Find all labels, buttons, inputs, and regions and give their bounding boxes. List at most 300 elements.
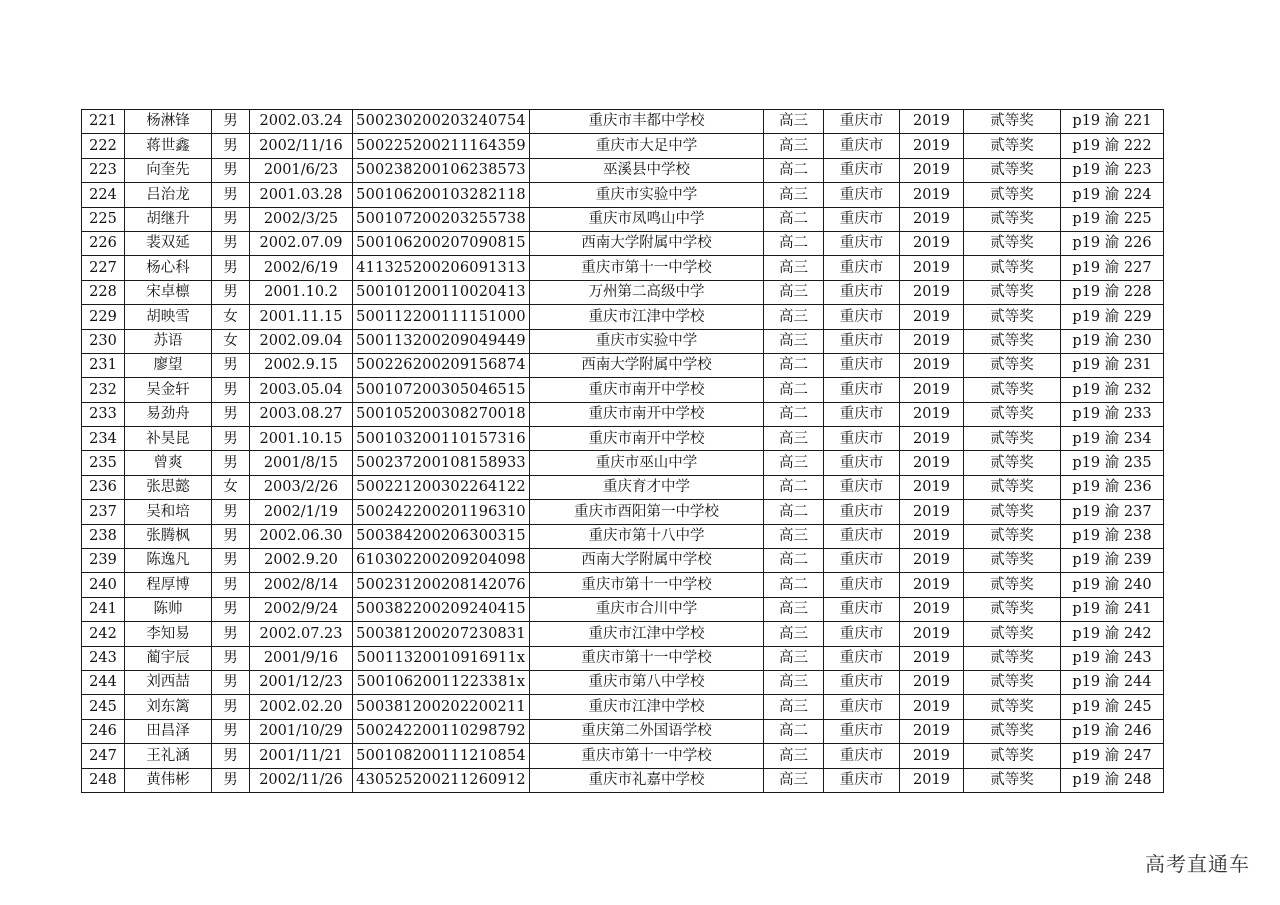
year-cell: 2019 bbox=[900, 475, 964, 499]
student-name-cell: 张思懿 bbox=[125, 475, 212, 499]
birth-date-cell: 2002.9.20 bbox=[250, 549, 353, 573]
year-cell: 2019 bbox=[900, 549, 964, 573]
city-cell: 重庆市 bbox=[824, 280, 900, 304]
id-number-cell: 610302200209204098 bbox=[353, 549, 530, 573]
student-name-cell: 曾爽 bbox=[125, 451, 212, 475]
year-cell: 2019 bbox=[900, 305, 964, 329]
gender-cell: 女 bbox=[212, 475, 250, 499]
table-row bbox=[82, 183, 1164, 207]
birth-date-cell: 2002/6/19 bbox=[250, 256, 353, 280]
grade-cell: 高二 bbox=[764, 207, 824, 231]
grade-cell: 高三 bbox=[764, 451, 824, 475]
table-row bbox=[82, 402, 1164, 426]
year-cell: 2019 bbox=[900, 353, 964, 377]
row-number-cell: 226 bbox=[82, 231, 125, 255]
id-number-cell: 500107200305046515 bbox=[353, 378, 530, 402]
student-name-cell: 杨心科 bbox=[125, 256, 212, 280]
city-cell: 重庆市 bbox=[824, 524, 900, 548]
certificate-number-cell: p19 渝 229 bbox=[1061, 305, 1164, 329]
grade-cell: 高三 bbox=[764, 597, 824, 621]
id-number-cell: 500221200302264122 bbox=[353, 475, 530, 499]
grade-cell: 高二 bbox=[764, 500, 824, 524]
table-row bbox=[82, 305, 1164, 329]
school-name-cell: 重庆市合川中学 bbox=[530, 597, 764, 621]
id-number-cell: 500113200209049449 bbox=[353, 329, 530, 353]
school-name-cell: 重庆市第十一中学校 bbox=[530, 573, 764, 597]
id-number-cell: 500230200203240754 bbox=[353, 110, 530, 134]
grade-cell: 高三 bbox=[764, 524, 824, 548]
row-number-cell: 232 bbox=[82, 378, 125, 402]
row-number-cell: 245 bbox=[82, 695, 125, 719]
student-name-cell: 廖望 bbox=[125, 353, 212, 377]
year-cell: 2019 bbox=[900, 378, 964, 402]
school-name-cell: 重庆市礼嘉中学校 bbox=[530, 768, 764, 792]
award-level-cell: 贰等奖 bbox=[964, 183, 1061, 207]
city-cell: 重庆市 bbox=[824, 305, 900, 329]
year-cell: 2019 bbox=[900, 695, 964, 719]
year-cell: 2019 bbox=[900, 670, 964, 694]
award-level-cell: 贰等奖 bbox=[964, 329, 1061, 353]
award-level-cell: 贰等奖 bbox=[964, 475, 1061, 499]
year-cell: 2019 bbox=[900, 744, 964, 768]
birth-date-cell: 2002/11/26 bbox=[250, 768, 353, 792]
gender-cell: 男 bbox=[212, 500, 250, 524]
grade-cell: 高三 bbox=[764, 329, 824, 353]
school-name-cell: 重庆市南开中学校 bbox=[530, 402, 764, 426]
city-cell: 重庆市 bbox=[824, 622, 900, 646]
year-cell: 2019 bbox=[900, 158, 964, 182]
award-level-cell: 贰等奖 bbox=[964, 768, 1061, 792]
row-number-cell: 221 bbox=[82, 110, 125, 134]
certificate-number-cell: p19 渝 242 bbox=[1061, 622, 1164, 646]
year-cell: 2019 bbox=[900, 646, 964, 670]
award-level-cell: 贰等奖 bbox=[964, 597, 1061, 621]
award-level-cell: 贰等奖 bbox=[964, 719, 1061, 743]
school-name-cell: 重庆第二外国语学校 bbox=[530, 719, 764, 743]
grade-cell: 高二 bbox=[764, 549, 824, 573]
grade-cell: 高二 bbox=[764, 402, 824, 426]
gender-cell: 男 bbox=[212, 670, 250, 694]
student-name-cell: 张腾枫 bbox=[125, 524, 212, 548]
grade-cell: 高三 bbox=[764, 134, 824, 158]
student-name-cell: 吴和培 bbox=[125, 500, 212, 524]
certificate-number-cell: p19 渝 245 bbox=[1061, 695, 1164, 719]
table-row bbox=[82, 719, 1164, 743]
gender-cell: 男 bbox=[212, 622, 250, 646]
school-name-cell: 西南大学附属中学校 bbox=[530, 231, 764, 255]
row-number-cell: 241 bbox=[82, 597, 125, 621]
birth-date-cell: 2002.07.09 bbox=[250, 231, 353, 255]
birth-date-cell: 2001.10.2 bbox=[250, 280, 353, 304]
row-number-cell: 230 bbox=[82, 329, 125, 353]
table-row bbox=[82, 451, 1164, 475]
table-row bbox=[82, 670, 1164, 694]
birth-date-cell: 2003.08.27 bbox=[250, 402, 353, 426]
student-name-cell: 蒋世鑫 bbox=[125, 134, 212, 158]
city-cell: 重庆市 bbox=[824, 573, 900, 597]
certificate-number-cell: p19 渝 225 bbox=[1061, 207, 1164, 231]
table-row bbox=[82, 768, 1164, 792]
grade-cell: 高二 bbox=[764, 475, 824, 499]
student-name-cell: 宋卓檩 bbox=[125, 280, 212, 304]
certificate-number-cell: p19 渝 232 bbox=[1061, 378, 1164, 402]
row-number-cell: 239 bbox=[82, 549, 125, 573]
grade-cell: 高二 bbox=[764, 353, 824, 377]
row-number-cell: 247 bbox=[82, 744, 125, 768]
table-row bbox=[82, 695, 1164, 719]
award-level-cell: 贰等奖 bbox=[964, 378, 1061, 402]
city-cell: 重庆市 bbox=[824, 427, 900, 451]
award-level-cell: 贰等奖 bbox=[964, 402, 1061, 426]
birth-date-cell: 2001/6/23 bbox=[250, 158, 353, 182]
gender-cell: 男 bbox=[212, 646, 250, 670]
gender-cell: 男 bbox=[212, 451, 250, 475]
student-name-cell: 苏语 bbox=[125, 329, 212, 353]
year-cell: 2019 bbox=[900, 329, 964, 353]
id-number-cell: 500381200202200211 bbox=[353, 695, 530, 719]
certificate-number-cell: p19 渝 228 bbox=[1061, 280, 1164, 304]
award-list-table bbox=[81, 109, 1164, 793]
grade-cell: 高三 bbox=[764, 695, 824, 719]
grade-cell: 高三 bbox=[764, 768, 824, 792]
birth-date-cell: 2002/3/25 bbox=[250, 207, 353, 231]
award-level-cell: 贰等奖 bbox=[964, 427, 1061, 451]
city-cell: 重庆市 bbox=[824, 183, 900, 207]
school-name-cell: 重庆育才中学 bbox=[530, 475, 764, 499]
row-number-cell: 222 bbox=[82, 134, 125, 158]
certificate-number-cell: p19 渝 248 bbox=[1061, 768, 1164, 792]
year-cell: 2019 bbox=[900, 451, 964, 475]
school-name-cell: 重庆市第十八中学 bbox=[530, 524, 764, 548]
certificate-number-cell: p19 渝 241 bbox=[1061, 597, 1164, 621]
year-cell: 2019 bbox=[900, 597, 964, 621]
city-cell: 重庆市 bbox=[824, 744, 900, 768]
row-number-cell: 231 bbox=[82, 353, 125, 377]
city-cell: 重庆市 bbox=[824, 329, 900, 353]
award-level-cell: 贰等奖 bbox=[964, 646, 1061, 670]
grade-cell: 高二 bbox=[764, 573, 824, 597]
row-number-cell: 233 bbox=[82, 402, 125, 426]
award-level-cell: 贰等奖 bbox=[964, 573, 1061, 597]
id-number-cell: 430525200211260912 bbox=[353, 768, 530, 792]
year-cell: 2019 bbox=[900, 207, 964, 231]
year-cell: 2019 bbox=[900, 500, 964, 524]
id-number-cell: 500242200110298792 bbox=[353, 719, 530, 743]
school-name-cell: 重庆市实验中学 bbox=[530, 183, 764, 207]
birth-date-cell: 2002/9/24 bbox=[250, 597, 353, 621]
certificate-number-cell: p19 渝 236 bbox=[1061, 475, 1164, 499]
grade-cell: 高三 bbox=[764, 622, 824, 646]
student-name-cell: 王礼涵 bbox=[125, 744, 212, 768]
student-name-cell: 向奎先 bbox=[125, 158, 212, 182]
certificate-number-cell: p19 渝 246 bbox=[1061, 719, 1164, 743]
grade-cell: 高三 bbox=[764, 744, 824, 768]
id-number-cell: 411325200206091313 bbox=[353, 256, 530, 280]
school-name-cell: 重庆市大足中学 bbox=[530, 134, 764, 158]
year-cell: 2019 bbox=[900, 524, 964, 548]
student-name-cell: 易劲舟 bbox=[125, 402, 212, 426]
certificate-number-cell: p19 渝 237 bbox=[1061, 500, 1164, 524]
id-number-cell: 500108200111210854 bbox=[353, 744, 530, 768]
certificate-number-cell: p19 渝 224 bbox=[1061, 183, 1164, 207]
row-number-cell: 237 bbox=[82, 500, 125, 524]
grade-cell: 高二 bbox=[764, 158, 824, 182]
gender-cell: 男 bbox=[212, 231, 250, 255]
table-row bbox=[82, 622, 1164, 646]
birth-date-cell: 2003/2/26 bbox=[250, 475, 353, 499]
gender-cell: 男 bbox=[212, 256, 250, 280]
id-number-cell: 500105200308270018 bbox=[353, 402, 530, 426]
certificate-number-cell: p19 渝 238 bbox=[1061, 524, 1164, 548]
student-name-cell: 蔺宇辰 bbox=[125, 646, 212, 670]
birth-date-cell: 2002.09.04 bbox=[250, 329, 353, 353]
grade-cell: 高二 bbox=[764, 378, 824, 402]
gender-cell: 男 bbox=[212, 768, 250, 792]
birth-date-cell: 2001/10/29 bbox=[250, 719, 353, 743]
year-cell: 2019 bbox=[900, 768, 964, 792]
school-name-cell: 重庆市江津中学校 bbox=[530, 695, 764, 719]
award-level-cell: 贰等奖 bbox=[964, 524, 1061, 548]
year-cell: 2019 bbox=[900, 573, 964, 597]
id-number-cell: 500381200207230831 bbox=[353, 622, 530, 646]
table-row bbox=[82, 207, 1164, 231]
certificate-number-cell: p19 渝 247 bbox=[1061, 744, 1164, 768]
year-cell: 2019 bbox=[900, 256, 964, 280]
school-name-cell: 重庆市实验中学 bbox=[530, 329, 764, 353]
student-name-cell: 田昌泽 bbox=[125, 719, 212, 743]
school-name-cell: 重庆市南开中学校 bbox=[530, 427, 764, 451]
grade-cell: 高三 bbox=[764, 305, 824, 329]
table-row bbox=[82, 280, 1164, 304]
gender-cell: 男 bbox=[212, 158, 250, 182]
school-name-cell: 重庆市第十一中学校 bbox=[530, 256, 764, 280]
table-row bbox=[82, 256, 1164, 280]
row-number-cell: 228 bbox=[82, 280, 125, 304]
certificate-number-cell: p19 渝 223 bbox=[1061, 158, 1164, 182]
student-name-cell: 陈帅 bbox=[125, 597, 212, 621]
birth-date-cell: 2002.06.30 bbox=[250, 524, 353, 548]
school-name-cell: 重庆市南开中学校 bbox=[530, 378, 764, 402]
id-number-cell: 500382200209240415 bbox=[353, 597, 530, 621]
school-name-cell: 巫溪县中学校 bbox=[530, 158, 764, 182]
birth-date-cell: 2002.02.20 bbox=[250, 695, 353, 719]
id-number-cell: 500226200209156874 bbox=[353, 353, 530, 377]
student-name-cell: 程厚博 bbox=[125, 573, 212, 597]
award-level-cell: 贰等奖 bbox=[964, 622, 1061, 646]
id-number-cell: 50010620011223381x bbox=[353, 670, 530, 694]
award-level-cell: 贰等奖 bbox=[964, 744, 1061, 768]
id-number-cell: 500106200103282118 bbox=[353, 183, 530, 207]
id-number-cell: 500107200203255738 bbox=[353, 207, 530, 231]
gender-cell: 男 bbox=[212, 110, 250, 134]
award-level-cell: 贰等奖 bbox=[964, 353, 1061, 377]
city-cell: 重庆市 bbox=[824, 402, 900, 426]
gender-cell: 男 bbox=[212, 549, 250, 573]
table-row bbox=[82, 524, 1164, 548]
certificate-number-cell: p19 渝 231 bbox=[1061, 353, 1164, 377]
certificate-number-cell: p19 渝 239 bbox=[1061, 549, 1164, 573]
grade-cell: 高二 bbox=[764, 719, 824, 743]
birth-date-cell: 2002/8/14 bbox=[250, 573, 353, 597]
certificate-number-cell: p19 渝 227 bbox=[1061, 256, 1164, 280]
award-level-cell: 贰等奖 bbox=[964, 134, 1061, 158]
id-number-cell: 50011320010916911x bbox=[353, 646, 530, 670]
year-cell: 2019 bbox=[900, 231, 964, 255]
id-number-cell: 500101200110020413 bbox=[353, 280, 530, 304]
certificate-number-cell: p19 渝 244 bbox=[1061, 670, 1164, 694]
award-level-cell: 贰等奖 bbox=[964, 305, 1061, 329]
student-name-cell: 杨淋锋 bbox=[125, 110, 212, 134]
birth-date-cell: 2002.03.24 bbox=[250, 110, 353, 134]
birth-date-cell: 2002/11/16 bbox=[250, 134, 353, 158]
award-level-cell: 贰等奖 bbox=[964, 695, 1061, 719]
table-body bbox=[82, 110, 1164, 793]
gender-cell: 男 bbox=[212, 524, 250, 548]
certificate-number-cell: p19 渝 233 bbox=[1061, 402, 1164, 426]
gender-cell: 男 bbox=[212, 183, 250, 207]
city-cell: 重庆市 bbox=[824, 353, 900, 377]
birth-date-cell: 2001/12/23 bbox=[250, 670, 353, 694]
birth-date-cell: 2001.10.15 bbox=[250, 427, 353, 451]
row-number-cell: 235 bbox=[82, 451, 125, 475]
school-name-cell: 万州第二高级中学 bbox=[530, 280, 764, 304]
grade-cell: 高三 bbox=[764, 110, 824, 134]
city-cell: 重庆市 bbox=[824, 231, 900, 255]
student-name-cell: 裴双延 bbox=[125, 231, 212, 255]
year-cell: 2019 bbox=[900, 183, 964, 207]
grade-cell: 高三 bbox=[764, 427, 824, 451]
gender-cell: 男 bbox=[212, 597, 250, 621]
grade-cell: 高三 bbox=[764, 646, 824, 670]
student-name-cell: 刘西喆 bbox=[125, 670, 212, 694]
gender-cell: 男 bbox=[212, 427, 250, 451]
city-cell: 重庆市 bbox=[824, 719, 900, 743]
award-level-cell: 贰等奖 bbox=[964, 110, 1061, 134]
school-name-cell: 重庆市凤鸣山中学 bbox=[530, 207, 764, 231]
id-number-cell: 500238200106238573 bbox=[353, 158, 530, 182]
city-cell: 重庆市 bbox=[824, 378, 900, 402]
gender-cell: 男 bbox=[212, 573, 250, 597]
row-number-cell: 229 bbox=[82, 305, 125, 329]
student-name-cell: 刘东篱 bbox=[125, 695, 212, 719]
award-level-cell: 贰等奖 bbox=[964, 500, 1061, 524]
id-number-cell: 500231200208142076 bbox=[353, 573, 530, 597]
birth-date-cell: 2001.03.28 bbox=[250, 183, 353, 207]
student-name-cell: 胡继升 bbox=[125, 207, 212, 231]
table-row bbox=[82, 475, 1164, 499]
city-cell: 重庆市 bbox=[824, 134, 900, 158]
student-name-cell: 吕治龙 bbox=[125, 183, 212, 207]
certificate-number-cell: p19 渝 234 bbox=[1061, 427, 1164, 451]
id-number-cell: 500242200201196310 bbox=[353, 500, 530, 524]
table-row bbox=[82, 353, 1164, 377]
certificate-number-cell: p19 渝 243 bbox=[1061, 646, 1164, 670]
id-number-cell: 500237200108158933 bbox=[353, 451, 530, 475]
gender-cell: 男 bbox=[212, 280, 250, 304]
gender-cell: 女 bbox=[212, 329, 250, 353]
certificate-number-cell: p19 渝 226 bbox=[1061, 231, 1164, 255]
school-name-cell: 重庆市第八中学校 bbox=[530, 670, 764, 694]
certificate-number-cell: p19 渝 221 bbox=[1061, 110, 1164, 134]
grade-cell: 高三 bbox=[764, 280, 824, 304]
student-name-cell: 李知易 bbox=[125, 622, 212, 646]
row-number-cell: 234 bbox=[82, 427, 125, 451]
student-name-cell: 吴金轩 bbox=[125, 378, 212, 402]
row-number-cell: 227 bbox=[82, 256, 125, 280]
city-cell: 重庆市 bbox=[824, 549, 900, 573]
year-cell: 2019 bbox=[900, 719, 964, 743]
table-row bbox=[82, 378, 1164, 402]
gender-cell: 男 bbox=[212, 744, 250, 768]
gender-cell: 男 bbox=[212, 695, 250, 719]
row-number-cell: 225 bbox=[82, 207, 125, 231]
city-cell: 重庆市 bbox=[824, 207, 900, 231]
award-level-cell: 贰等奖 bbox=[964, 231, 1061, 255]
award-level-cell: 贰等奖 bbox=[964, 549, 1061, 573]
table-row bbox=[82, 597, 1164, 621]
row-number-cell: 236 bbox=[82, 475, 125, 499]
table-row bbox=[82, 549, 1164, 573]
year-cell: 2019 bbox=[900, 110, 964, 134]
row-number-cell: 240 bbox=[82, 573, 125, 597]
grade-cell: 高三 bbox=[764, 256, 824, 280]
id-number-cell: 500384200206300315 bbox=[353, 524, 530, 548]
certificate-number-cell: p19 渝 235 bbox=[1061, 451, 1164, 475]
award-level-cell: 贰等奖 bbox=[964, 207, 1061, 231]
row-number-cell: 246 bbox=[82, 719, 125, 743]
table-row bbox=[82, 744, 1164, 768]
row-number-cell: 248 bbox=[82, 768, 125, 792]
student-name-cell: 胡映雪 bbox=[125, 305, 212, 329]
id-number-cell: 500112200111151000 bbox=[353, 305, 530, 329]
year-cell: 2019 bbox=[900, 280, 964, 304]
birth-date-cell: 2001/11/21 bbox=[250, 744, 353, 768]
birth-date-cell: 2001/9/16 bbox=[250, 646, 353, 670]
award-level-cell: 贰等奖 bbox=[964, 670, 1061, 694]
city-cell: 重庆市 bbox=[824, 158, 900, 182]
id-number-cell: 500103200110157316 bbox=[353, 427, 530, 451]
city-cell: 重庆市 bbox=[824, 110, 900, 134]
gender-cell: 女 bbox=[212, 305, 250, 329]
school-name-cell: 重庆市第十一中学校 bbox=[530, 646, 764, 670]
row-number-cell: 243 bbox=[82, 646, 125, 670]
row-number-cell: 223 bbox=[82, 158, 125, 182]
city-cell: 重庆市 bbox=[824, 451, 900, 475]
table-row bbox=[82, 110, 1164, 134]
student-name-cell: 黄伟彬 bbox=[125, 768, 212, 792]
award-level-cell: 贰等奖 bbox=[964, 451, 1061, 475]
gender-cell: 男 bbox=[212, 402, 250, 426]
id-number-cell: 500225200211164359 bbox=[353, 134, 530, 158]
row-number-cell: 238 bbox=[82, 524, 125, 548]
school-name-cell: 重庆市丰都中学校 bbox=[530, 110, 764, 134]
city-cell: 重庆市 bbox=[824, 670, 900, 694]
award-level-cell: 贰等奖 bbox=[964, 158, 1061, 182]
school-name-cell: 西南大学附属中学校 bbox=[530, 353, 764, 377]
row-number-cell: 242 bbox=[82, 622, 125, 646]
table-row bbox=[82, 329, 1164, 353]
school-name-cell: 重庆市酉阳第一中学校 bbox=[530, 500, 764, 524]
row-number-cell: 244 bbox=[82, 670, 125, 694]
gender-cell: 男 bbox=[212, 353, 250, 377]
student-name-cell: 陈逸凡 bbox=[125, 549, 212, 573]
table-row bbox=[82, 646, 1164, 670]
table-row bbox=[82, 134, 1164, 158]
school-name-cell: 西南大学附属中学校 bbox=[530, 549, 764, 573]
id-number-cell: 500106200207090815 bbox=[353, 231, 530, 255]
year-cell: 2019 bbox=[900, 402, 964, 426]
year-cell: 2019 bbox=[900, 622, 964, 646]
